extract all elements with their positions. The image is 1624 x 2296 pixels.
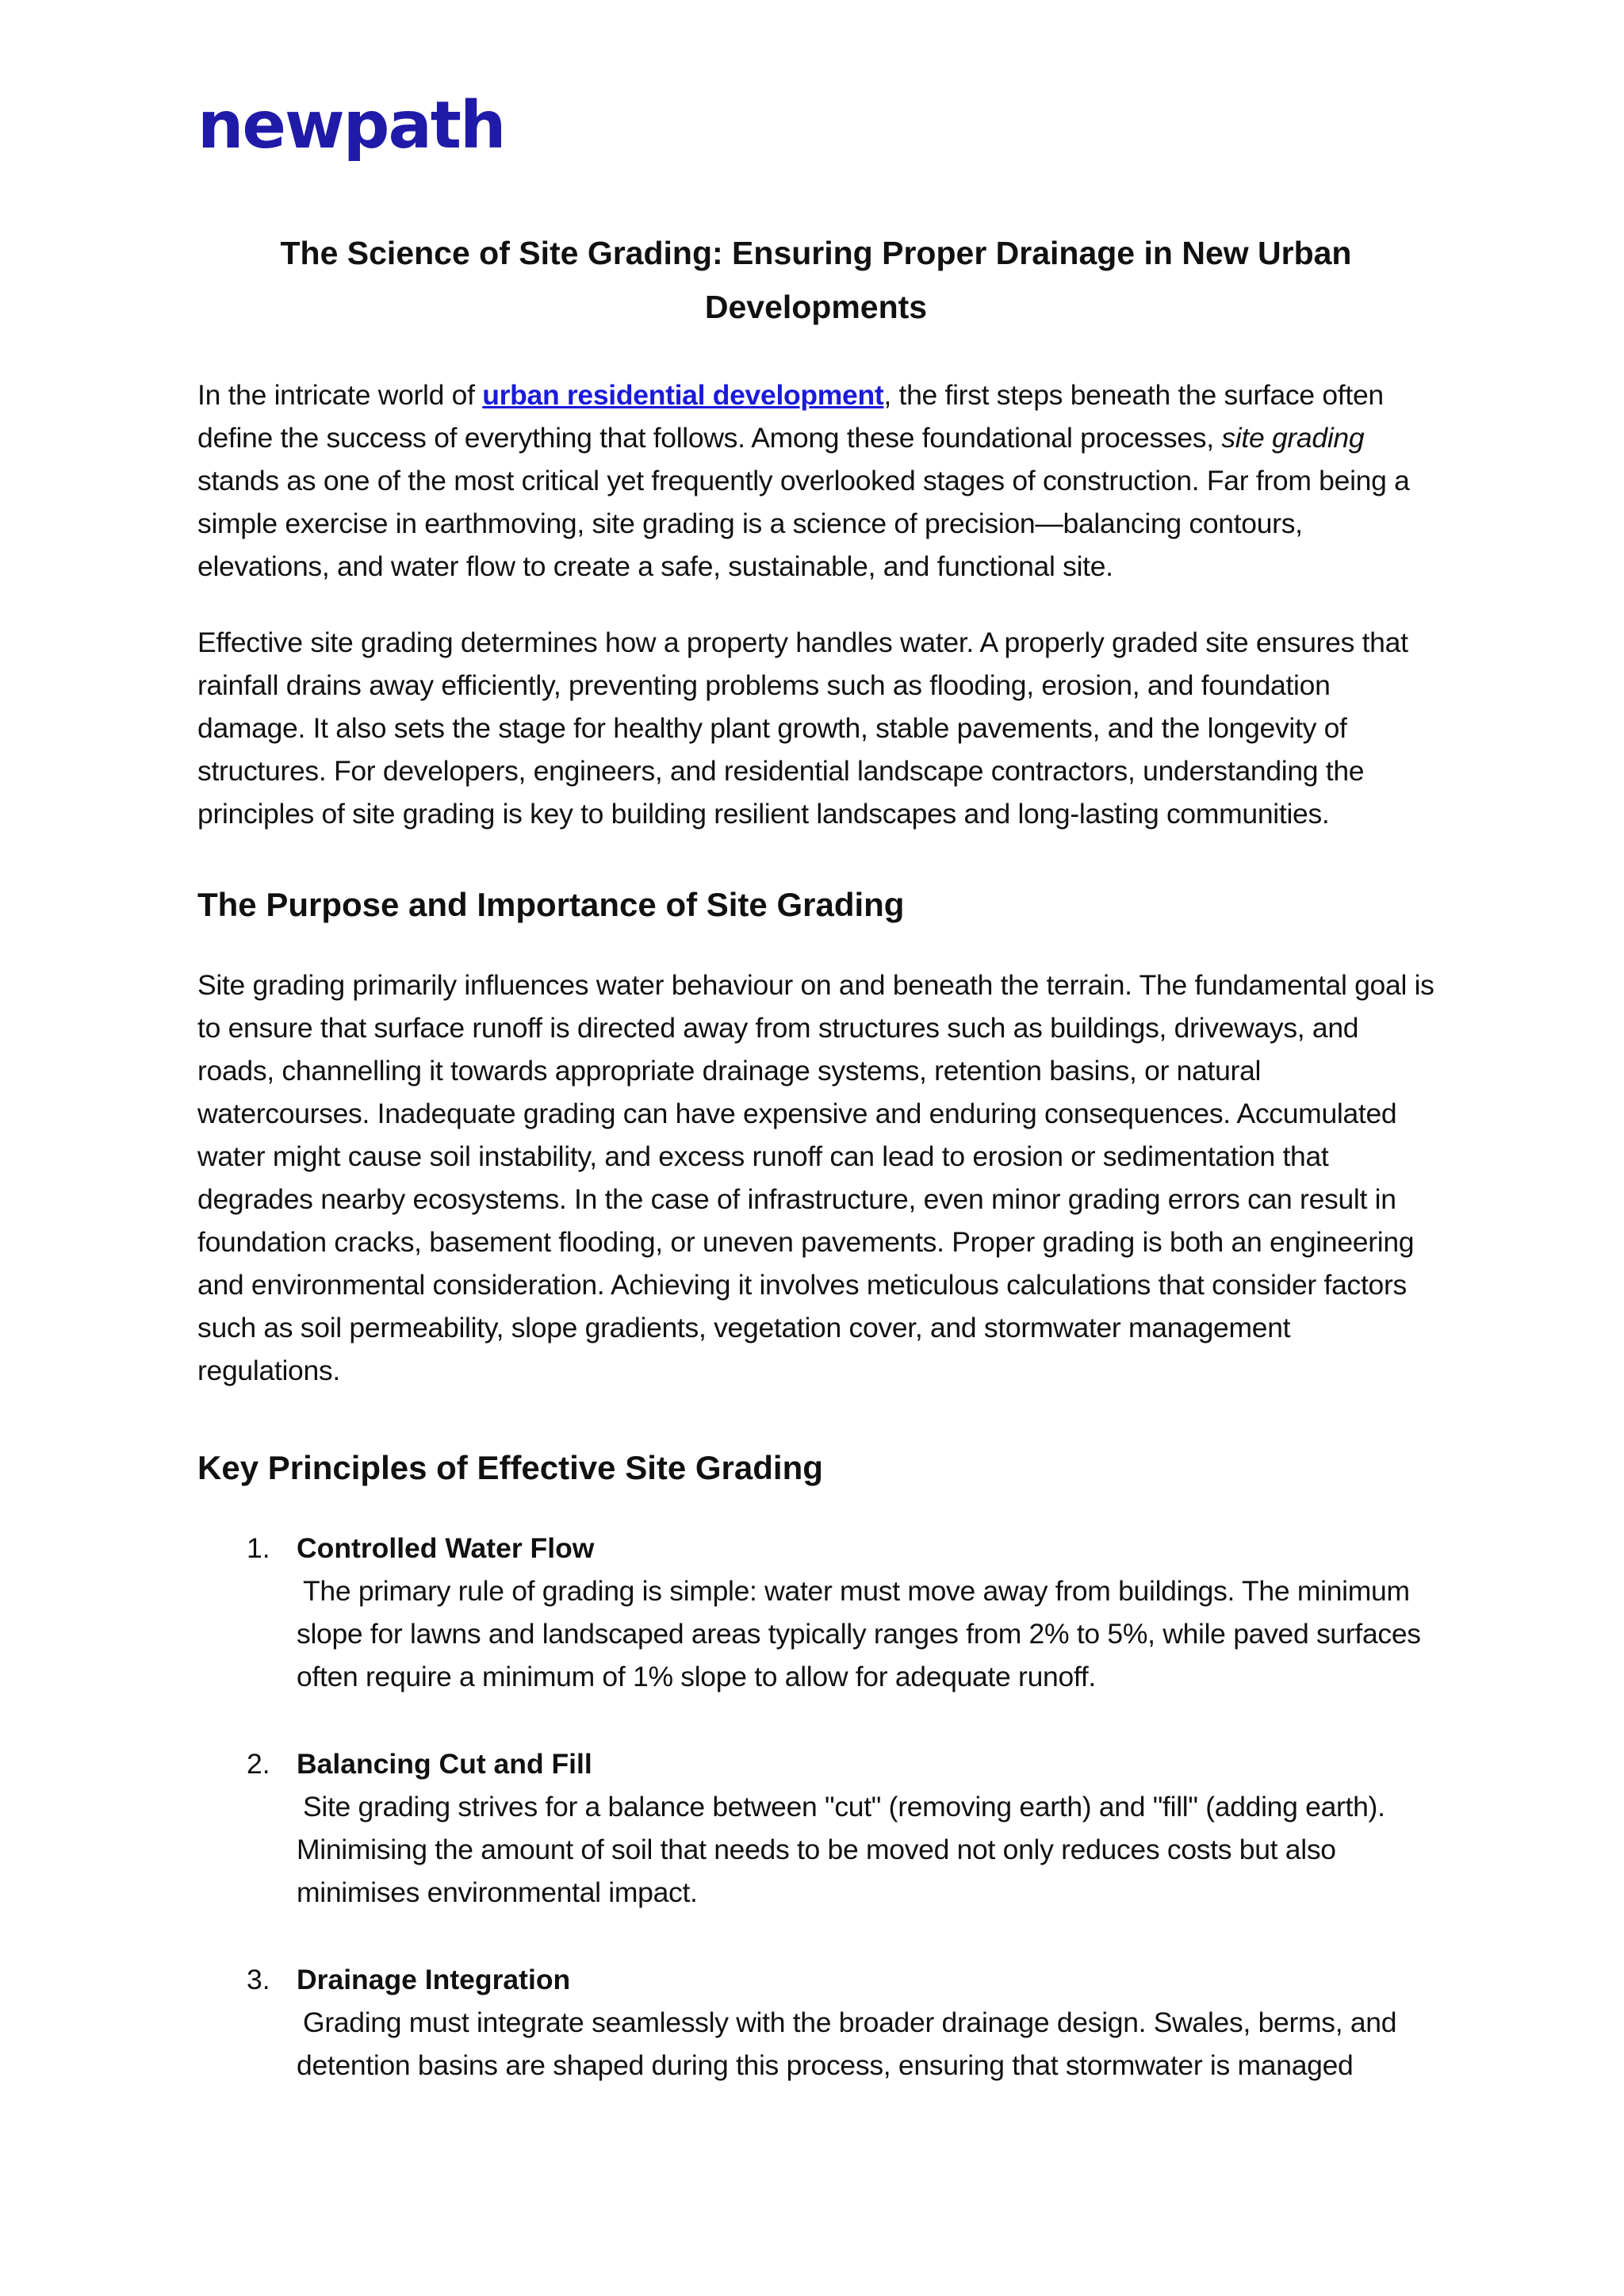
newpath-logo: newpath [197,88,505,163]
article-content [197,226,1434,2131]
list-item [197,1527,1434,1698]
list-item-number: 2. [247,1748,270,1780]
urban-residential-development-link[interactable]: urban residential development [482,379,884,411]
list-item-text: Grading must integrate seamlessly with the broader drainage design. Swales, berms, and detention basins are shaped during this process, ensuring that stormwater is managed [297,2007,1397,2081]
list-item-title: Drainage Integration [297,1964,571,1995]
intro-emphasis: site grading [1221,422,1365,454]
list-item-title: Balancing Cut and Fill [297,1748,592,1780]
intro-text-middle: , the first steps beneath the surface often define the success of everything that follows. Among these foundational processes, [197,379,1384,454]
list-item-number: 3. [247,1964,270,1995]
list-item-number: 1. [247,1532,270,1564]
article-title: The Science of Site Grading: Ensuring Proper Drainage in New Urban Developments [280,235,1352,325]
section-heading-purpose: The Purpose and Importance of Site Grading [197,886,905,923]
list-item-text: The primary rule of grading is simple: water must move away from buildings. The minimum slope for lawns and landscaped areas typically ranges from 2% to 5%, while paved surfaces often require a minimum of 1% slope to allow for adequate runoff. [297,1575,1421,1692]
section-heading-principles: Key Principles of Effective Site Grading [197,1449,823,1486]
intro-text-start: In the intricate world of [197,379,483,411]
paragraph-purpose: Site grading primarily influences water behaviour on and beneath the terrain. The fundamental goal is to ensure that surface runoff is directed away from structures such as buildings, driveways, and roads, channelling it towards appropriate drainage systems, retention basins, or natural watercourses. Inadequate grading can have expensive and enduring consequences. Accumulated water might cause soil instability, and excess runoff can lead to erosion or sedimentation that degrades nearby ecosystems. In the case of infrastructure, even minor grading errors can result in foundation cracks, basement flooding, or uneven pavements. Proper grading is both an engineering and environmental consideration. Achieving it involves meticulous calculations that consider factors such as soil permeability, slope gradients, vegetation cover, and stormwater management regulations. [197,969,1434,1386]
list-item-text: Site grading strives for a balance between "cut" (removing earth) and "fill" (adding earth). Minimising the amount of soil that needs to be moved not only reduces costs but also minimises environmental impact. [297,1791,1385,1908]
list-item [197,1958,1434,2087]
list-item [197,1742,1434,1914]
list-item-title: Controlled Water Flow [297,1532,595,1564]
intro-text-end: stands as one of the most critical yet frequently overlooked stages of construction. Far from being a simple exercise in earthmoving, site grading is a science of precision—balancing contours, elevations, and water flow to create a safe, sustainable, and functional site. [197,465,1410,582]
intro-paragraph [197,374,1434,588]
principles-list [197,1527,1434,2087]
paragraph-drainage: Effective site grading determines how a property handles water. A properly graded site ensures that rainfall drains away efficiently, preventing problems such as flooding, erosion, and foundation damage. It also sets the stage for healthy plant growth, stable pavements, and the longevity of structures. For developers, engineers, and residential landscape contractors, understanding the principles of site grading is key to building resilient landscapes and long-lasting communities. [197,627,1408,830]
